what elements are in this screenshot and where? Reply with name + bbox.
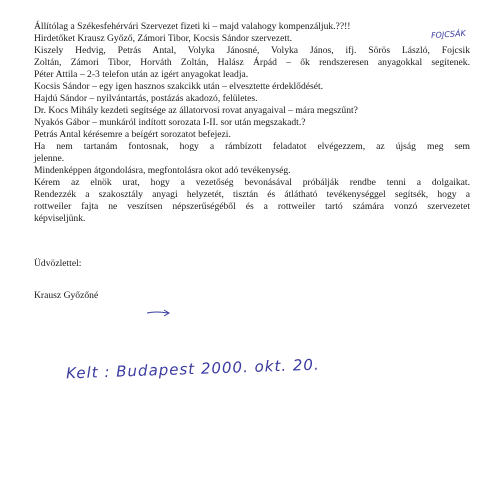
greeting: Üdvözlettel: bbox=[34, 258, 82, 269]
handwritten-arrow-icon bbox=[146, 307, 172, 319]
text-line-1: Állítólag a Székesfehérvári Szervezet fizeti ki – majd valahogy kompenzáljuk.??!! bbox=[34, 21, 351, 32]
text-line-2: Hirdetőket Krausz Győző, Zámori Tibor, Kocsis Sándor szervezett. bbox=[34, 33, 293, 44]
text-line-10: Petrás Antal kérésemre a beígért sorozatot befejezi. bbox=[34, 129, 231, 140]
text-line-4: Zoltán, Zámori Tibor, Horváth Zoltán, Halász Árpád – ők rendszeresen anyagokkal segítenek. bbox=[34, 57, 470, 68]
text-line-13: Mindenképpen átgondolásra, megfontolásra okot adó tevékenység. bbox=[34, 165, 291, 176]
text-line-8: Dr. Kocs Mihály kezdeti segítsége az állatorvosi rovat anyagaival – mára megszűnt? bbox=[34, 105, 358, 116]
text-line-6: Kocsis Sándor – egy igen hasznos szakcikk után – elvesztette érdeklődését. bbox=[34, 81, 324, 92]
handwritten-correction: FOJCSÁK bbox=[430, 28, 467, 41]
text-line-14: Kérem az elnök urat, hogy a vezetőség bevonásával próbálják rendbe tenni a dolgaikat. bbox=[34, 177, 470, 188]
text-line-7: Hajdú Sándor – nyilvántartás, postázás akadozó, felületes. bbox=[34, 93, 258, 104]
text-line-5: Péter Attila – 2-3 telefon után az igért anyagokat leadja. bbox=[34, 69, 249, 80]
signature-name: Krausz Győzőné bbox=[34, 290, 99, 301]
text-line-12: jelenne. bbox=[34, 153, 65, 164]
text-line-16: rottweiler fajta ne veszítsen népszerűségéből és a rottweiler tartó számára vonzó szervezetet bbox=[34, 201, 470, 212]
text-line-11: Ha nem tartanám fontosnak, hogy a rámbízott feladatot elvégezzem, az újság meg sem bbox=[34, 141, 470, 152]
text-line-3: Kiszely Hedvig, Petrás Antal, Volyka Jánosné, Volyka János, ifj. Sörös László, Fojcsik bbox=[34, 45, 470, 56]
handwritten-place-date: Kelt : Budapest 2000. okt. 20. bbox=[65, 355, 320, 383]
text-line-15: Rendezzék a szakosztály anyagi helyzetét, tisztán és átlátható tevékenységgel segítsék, hogy a bbox=[34, 189, 470, 200]
text-line-17: képviseljünk. bbox=[34, 213, 86, 224]
text-line-9: Nyakós Gábor – munkáról indított sorozata I-II. sor után megszakadt.? bbox=[34, 117, 306, 128]
